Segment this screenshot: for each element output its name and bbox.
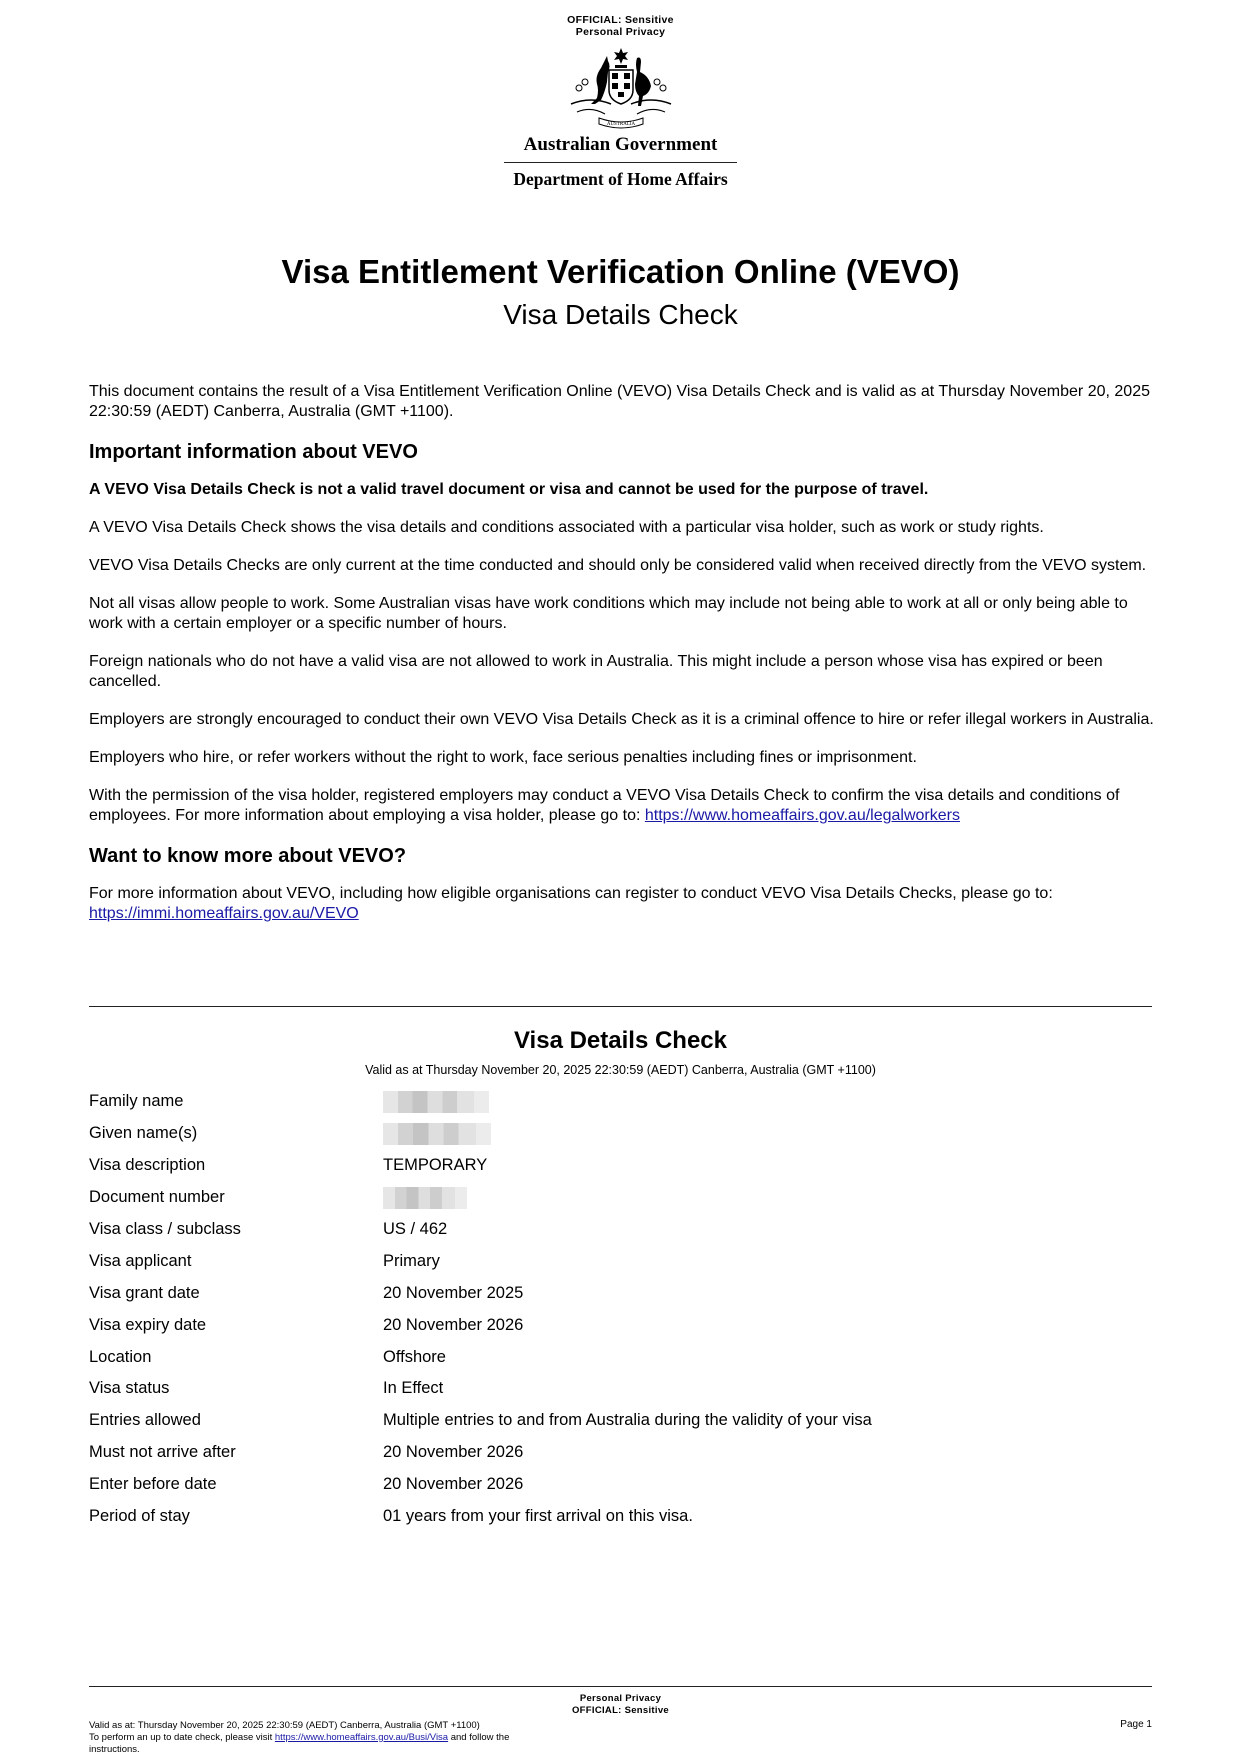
info-paragraph: Employers are strongly encouraged to conduct their own VEVO Visa Details Check as it is a criminal offence to hire or refer illegal workers in Australia.: [89, 711, 1154, 728]
detail-row-visa-description: [89, 1150, 1152, 1182]
detail-label: Given name(s): [89, 1124, 198, 1143]
svg-text:AUSTRALIA: AUSTRALIA: [606, 122, 635, 127]
footer-validity: [89, 1720, 559, 1756]
footer-divider: [89, 1686, 1152, 1687]
detail-row-period-of-stay: [89, 1501, 1152, 1533]
detail-row-visa-status: [89, 1373, 1152, 1405]
footer-official: OFFICIAL: Sensitive: [571, 1705, 670, 1716]
detail-row-entries-allowed: [89, 1405, 1152, 1437]
detail-value: 20 November 2026: [383, 1315, 524, 1334]
detail-label: Visa description: [89, 1156, 206, 1175]
more-heading: Want to know more about VEVO?: [89, 845, 407, 867]
detail-label: Entries allowed: [89, 1411, 201, 1430]
information-section: [89, 382, 1154, 942]
detail-value: TEMPORARY: [383, 1156, 488, 1175]
redacted-value: [383, 1123, 491, 1145]
page-title: Visa Entitlement Verification Online (VEVO): [281, 253, 960, 290]
detail-value: 20 November 2026: [383, 1443, 524, 1462]
details-title: Visa Details Check: [513, 1027, 727, 1054]
detail-row-location: [89, 1341, 1152, 1373]
travel-notice: A VEVO Visa Details Check is not a valid travel document or visa and cannot be used for the purpose of travel.: [89, 481, 929, 498]
detail-label: Visa class / subclass: [89, 1220, 241, 1238]
detail-label: Period of stay: [89, 1507, 190, 1526]
busi-visa-link[interactable]: https://www.homeaffairs.gov.au/Busi/Visa: [274, 1732, 449, 1743]
detail-row-grant-date: [89, 1277, 1152, 1309]
detail-label: Visa grant date: [89, 1283, 200, 1302]
government-name: Australian Government: [523, 134, 718, 155]
detail-label: Visa status: [89, 1379, 170, 1398]
important-heading: Important information about VEVO: [89, 441, 418, 463]
redacted-value: [383, 1091, 489, 1113]
detail-row-family-name: [89, 1086, 1152, 1118]
intro-paragraph: This document contains the result of a Visa Entitlement Verification Online (VEVO) Visa Details Check and is valid as at Thursday November 20, 2025 22:30:59 (AEDT) Canberra, Australia (GMT +1100).: [89, 383, 1150, 420]
detail-value: 20 November 2026: [383, 1475, 524, 1494]
detail-row-visa-applicant: [89, 1245, 1152, 1277]
page-number: Page 1: [1120, 1719, 1152, 1730]
section-divider: [89, 1006, 1152, 1007]
detail-label: Family name: [89, 1092, 184, 1111]
info-paragraph: Employers who hire, or refer workers without the right to work, face serious penalties including fines or imprisonment.: [89, 749, 917, 766]
detail-value: 20 November 2025: [383, 1283, 524, 1302]
footer-instructions: To perform an up to date check, please visit https://www.homeaffairs.gov.au/Busi/Visa and follow the instructions.: [89, 1732, 510, 1755]
classification-official: OFFICIAL: Sensitive: [567, 14, 674, 26]
more-paragraph: For more information about VEVO, including how eligible organisations can register to conduct VEVO Visa Details Checks, please go to: https://immi.homeaffairs.gov.au/VEVO: [89, 885, 1053, 922]
detail-value: In Effect: [383, 1379, 444, 1398]
legalworkers-link[interactable]: https://www.homeaffairs.gov.au/legalworkers: [644, 807, 960, 824]
info-paragraph: Foreign nationals who do not have a valid visa are not allowed to work in Australia. This might include a person whose visa has expired or been cancelled.: [89, 653, 1103, 690]
vevo-link[interactable]: https://immi.homeaffairs.gov.au/VEVO: [89, 905, 359, 922]
detail-label: Visa applicant: [89, 1251, 192, 1270]
detail-label: Document number: [89, 1188, 225, 1207]
department-name: Department of Home Affairs: [513, 169, 728, 189]
detail-value: Multiple entries to and from Australia during the validity of your visa: [383, 1411, 872, 1430]
details-valid-as-at: Valid as at Thursday November 20, 2025 22:30:59 (AEDT) Canberra, Australia (GMT +1100): [365, 1063, 876, 1077]
detail-row-document-number: [89, 1182, 1152, 1214]
footer-privacy: Personal Privacy: [579, 1693, 662, 1704]
permission-paragraph: With the permission of the visa holder, registered employers may conduct a VEVO Visa Details Check to confirm the visa details and conditions of employees. For more information about employing a visa holder, please go to: https://www.homeaffairs.gov.au/legalworkers: [89, 787, 1120, 824]
header-classification: [0, 14, 1241, 38]
footer-classification: [0, 1693, 1241, 1717]
detail-label: Visa expiry date: [89, 1315, 207, 1334]
detail-row-enter-before-date: [89, 1469, 1152, 1501]
detail-row-visa-class: [89, 1214, 1152, 1246]
detail-row-expiry-date: [89, 1309, 1152, 1341]
detail-value: Primary: [383, 1251, 440, 1270]
detail-label: Enter before date: [89, 1475, 217, 1494]
info-paragraph: Not all visas allow people to work. Some Australian visas have work conditions which may include not being able to work at all or only being able to work with a certain employer or a specific number of hours.: [89, 595, 1128, 632]
page-subtitle: Visa Details Check: [503, 299, 738, 330]
detail-label: Location: [89, 1347, 152, 1366]
government-logo: [500, 46, 741, 189]
detail-value: US / 462: [383, 1220, 448, 1238]
info-paragraph: VEVO Visa Details Checks are only current at the time conducted and should only be considered valid when received directly from the VEVO system.: [89, 557, 1147, 574]
footer-valid-as-at: Valid as at: Thursday November 20, 2025 22:30:59 (AEDT) Canberra, Australia (GMT +1100): [89, 1720, 480, 1731]
detail-row-must-not-arrive-after: [89, 1437, 1152, 1469]
classification-privacy: Personal Privacy: [575, 26, 666, 38]
detail-value: Offshore: [383, 1347, 446, 1366]
detail-label: Must not arrive after: [89, 1443, 236, 1462]
redacted-value: [383, 1187, 467, 1209]
detail-row-given-names: [89, 1118, 1152, 1150]
detail-value: 01 years from your first arrival on this visa.: [383, 1507, 693, 1526]
logo-divider: [504, 162, 737, 163]
info-paragraph: A VEVO Visa Details Check shows the visa details and conditions associated with a particular visa holder, such as work or study rights.: [89, 519, 1044, 536]
visa-details-table: [89, 1086, 1152, 1532]
coat-of-arms-icon: [561, 46, 681, 132]
